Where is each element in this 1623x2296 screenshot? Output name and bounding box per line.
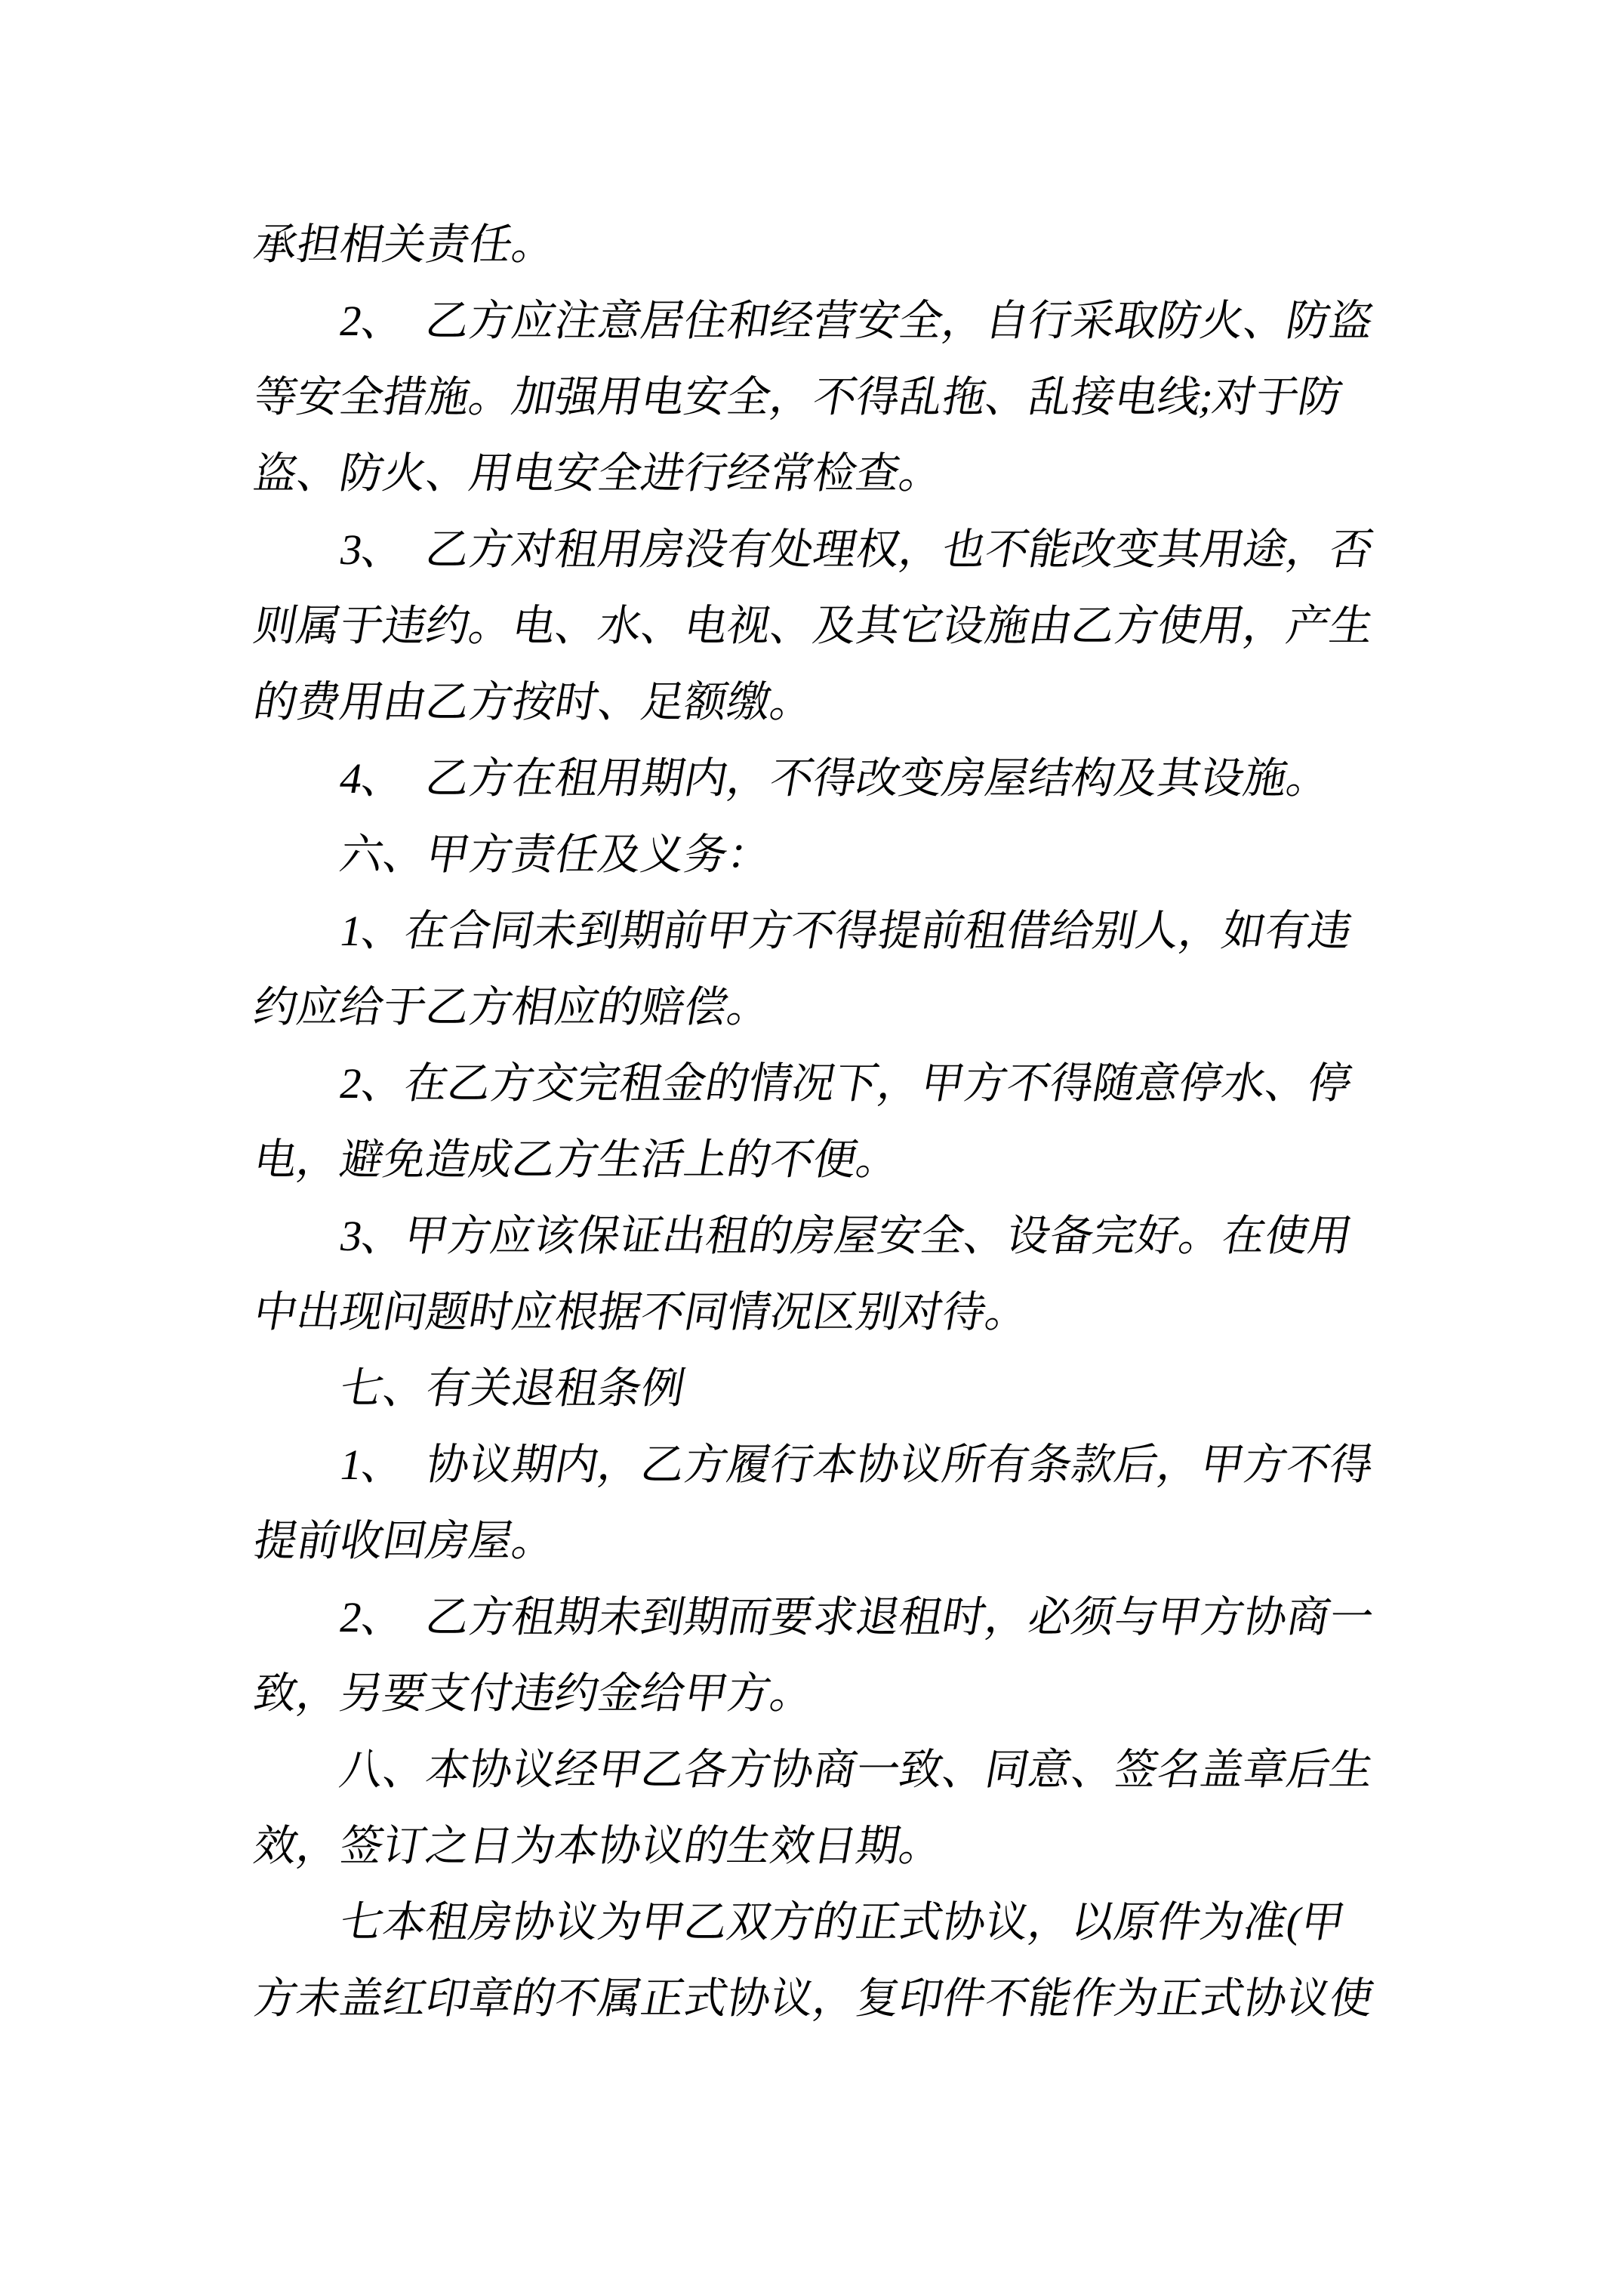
text-line-9: 六、甲方责任及义务： [250, 831, 775, 879]
text-line-14: 3、甲方应该保证出租的房屋安全、设备完好。在使用 [250, 1213, 1356, 1260]
text-line-23: 七本租房协议为甲乙双方的正式协议，以原件为准(甲 [250, 1899, 1349, 1946]
text-line-20: 致，另要支付违约金给甲方。 [250, 1670, 818, 1718]
text-line-15: 中出现问题时应根据不同情况区别对待。 [250, 1289, 1033, 1336]
text-line-18: 提前收回房屋。 [250, 1518, 560, 1565]
text-line-12: 2、在乙方交完租金的情况下，甲方不得随意停水、停 [250, 1060, 1356, 1108]
text-line-1: 承担相关责任。 [250, 221, 560, 269]
text-line-3: 等安全措施。加强用电安全，不得乱拖、乱接电线;对于防 [250, 374, 1347, 421]
text-line-8: 4、 乙方在租用期内，不得改变房屋结构及其设施。 [250, 755, 1335, 803]
text-line-6: 则属于违约。电、水、电视、及其它设施由乙方使用，产生 [250, 603, 1378, 650]
text-line-11: 约应给于乙方相应的赔偿。 [250, 984, 775, 1031]
text-line-5: 3、 乙方对租用房没有处理权，也不能改变其用途，否 [250, 526, 1378, 574]
text-line-13: 电，避免造成乙方生活上的不便。 [250, 1136, 904, 1184]
text-line-4: 盗、防火、用电安全进行经常检查。 [250, 450, 947, 498]
text-line-17: 1、 协议期内，乙方履行本协议所有条款后，甲方不得 [250, 1441, 1378, 1489]
text-line-16: 七、有关退租条例 [250, 1365, 689, 1413]
text-line-7: 的费用由乙方按时、足额缴。 [250, 679, 818, 726]
contract-text-block [248, 207, 1493, 2037]
text-line-24: 方未盖红印章的不属正式协议，复印件不能作为正式协议使 [250, 1975, 1378, 2023]
text-line-22: 效，签订之日为本协议的生效日期。 [250, 1823, 947, 1870]
text-line-19: 2、 乙方租期未到期而要求退租时，必须与甲方协商一 [250, 1594, 1378, 1641]
text-line-10: 1、在合同未到期前甲方不得提前租借给别人，如有违 [250, 908, 1356, 955]
text-line-21: 八、本协议经甲乙各方协商一致、同意、签名盖章后生 [250, 1746, 1378, 1794]
text-line-2: 2、 乙方应注意居住和经营安全，自行采取防火、防盗 [250, 297, 1378, 345]
